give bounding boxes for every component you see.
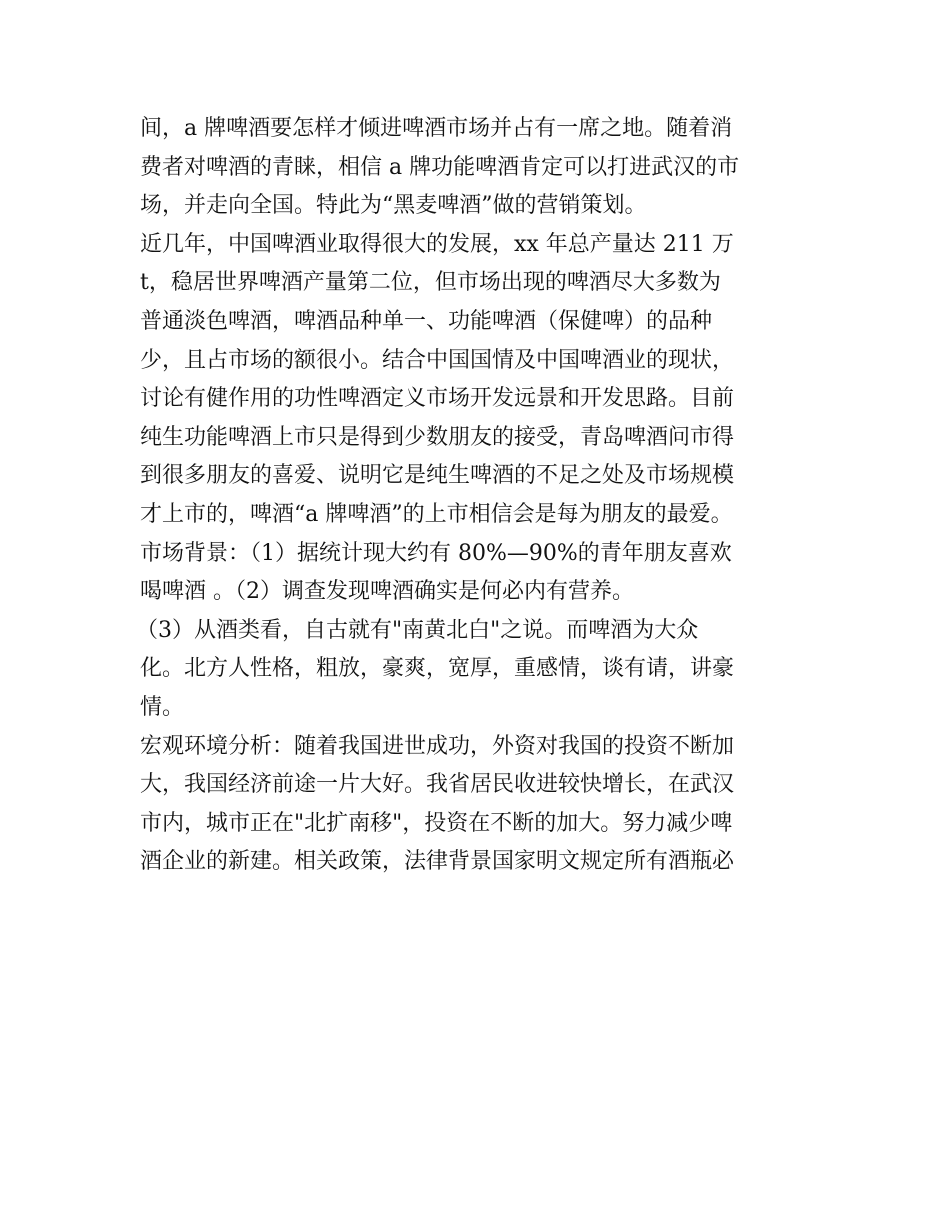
text-line: 近几年，中国啤酒业取得很大的发展，xx 年总产量达 211 万 — [140, 231, 734, 257]
text-line: 普通淡色啤酒，啤酒品种单一、功能啤酒（保健啤）的品种 — [140, 308, 713, 334]
text-line: 市场背景：（1）据统计现大约有 80%—90%的青年朋友喜欢 — [140, 540, 732, 566]
text-line: 酒企业的新建。相关政策，法律背景国家明文规定所有酒瓶必 — [140, 849, 735, 875]
text-line: 化。北方人性格，粗放，豪爽，宽厚，重感情，谈有请，讲豪 — [140, 656, 735, 682]
text-line: 到很多朋友的喜爱、说明它是纯生啤酒的不足之处及市场规模 — [140, 463, 735, 489]
text-line: 纯生功能啤酒上市只是得到少数朋友的接受，青岛啤酒问市得 — [140, 424, 735, 450]
text-line: 费者对啤酒的青睐，相信 a 牌功能啤酒肯定可以打进武汉的市 — [140, 154, 740, 180]
text-line: 喝啤酒 。（2）调查发现啤酒确实是何必内有营养。 — [140, 579, 634, 605]
text-line: 市内，城市正在"北扩南移"，投资在不断的加大。努力减少啤 — [140, 810, 733, 836]
body-text — [136, 110, 820, 882]
text-line: 讨论有健作用的功性啤酒定义市场开发远景和开发思路。目前 — [140, 386, 735, 412]
text-line: 大，我国经济前途一片大好。我省居民收进较快增长，在武汉 — [140, 772, 735, 798]
text-line: 少，且占市场的额很小。结合中国国情及中国啤酒业的现状， — [140, 347, 735, 373]
text-line: 场，并走向全国。特此为“黑麦啤酒”做的营销策划。 — [140, 193, 647, 219]
text-line: t，稳居世界啤酒产量第二位，但市场出现的啤酒尽大多数为 — [140, 270, 721, 296]
text-line: 情。 — [140, 694, 185, 720]
text-line: 宏观环境分析：随着我国进世成功，外资对我国的投资不断加 — [140, 733, 735, 759]
text-line: 间，a 牌啤酒要怎样才倾进啤酒市场并占有一席之地。随着消 — [140, 116, 733, 141]
text-line: （3）从酒类看，自古就有"南黄北白"之说。而啤酒为大众 — [136, 617, 699, 643]
text-line: 才上市的，啤酒“a 牌啤酒”的上市相信会是每为朋友的最爱。 — [140, 501, 733, 527]
